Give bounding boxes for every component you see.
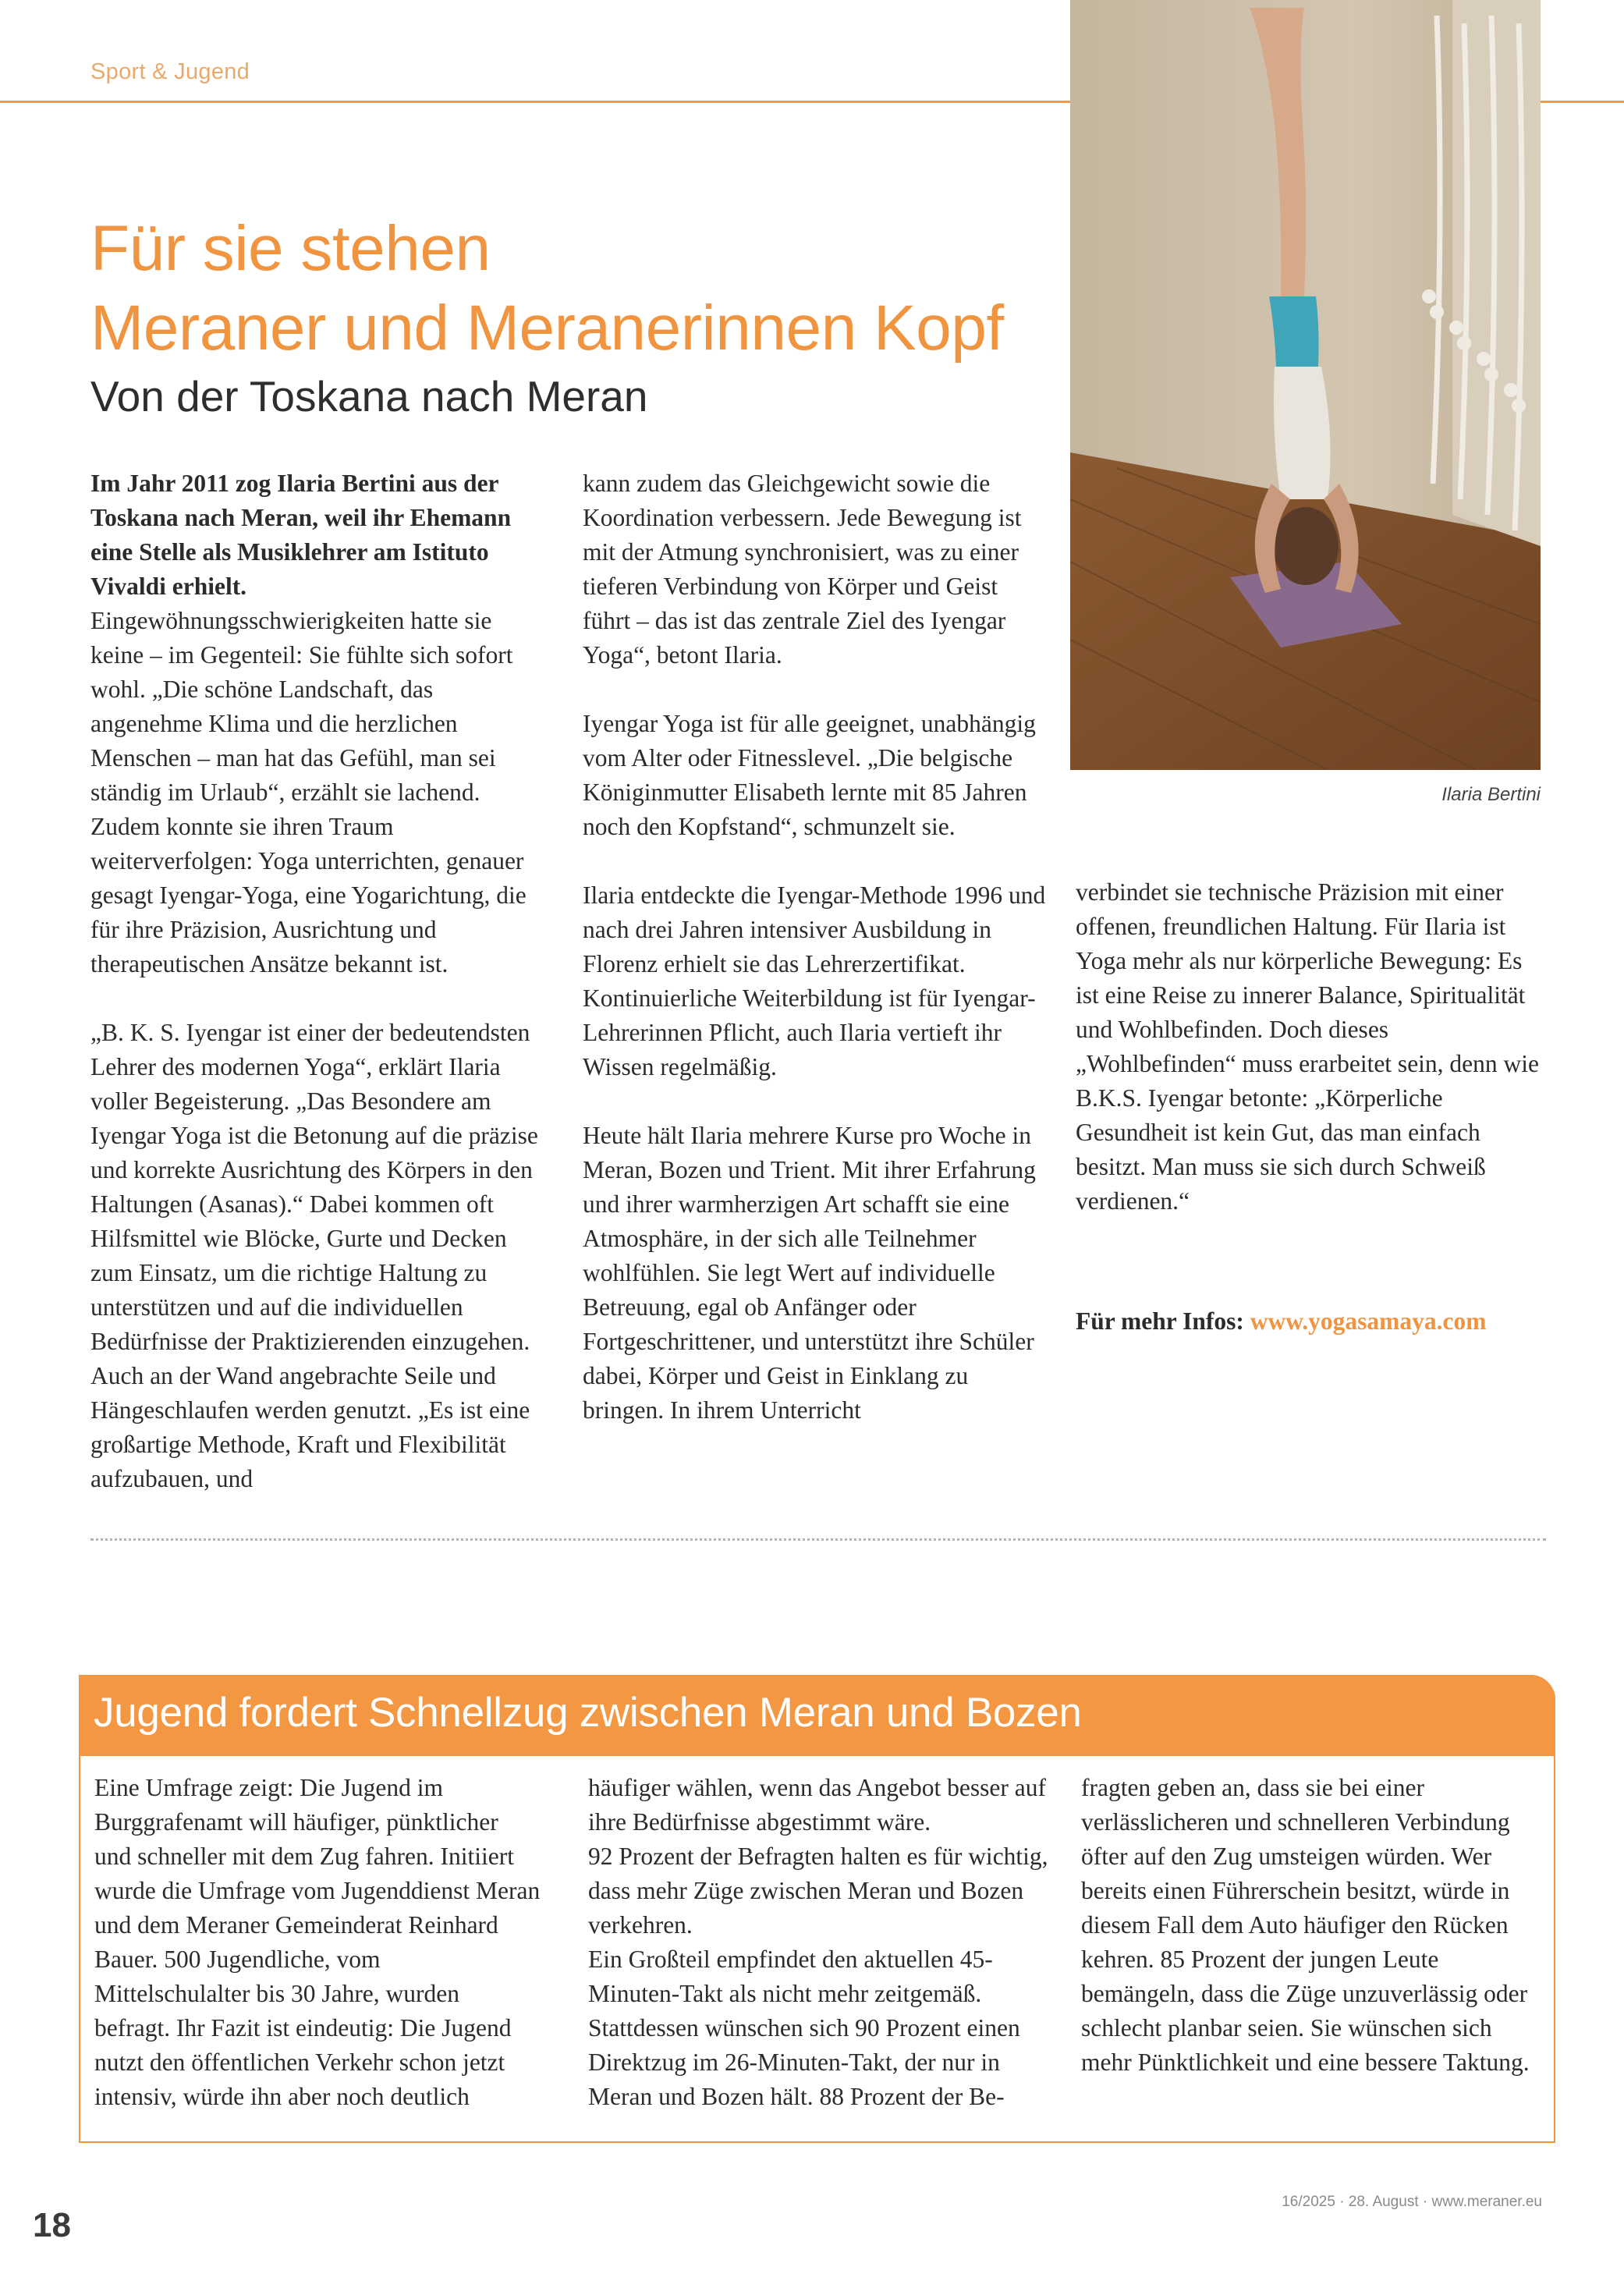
website-link[interactable]: www.yogasamaya.com bbox=[1250, 1307, 1487, 1335]
article-paragraph: verbindet sie technische Präzision mit einer offenen, freundlichen Haltung. Für Ilaria ist Yoga mehr als nur körperliche Bewegung: Es ist eine Reise zu innerer Balance, Spiritualität und Wohlbefinden. Doch dieses „Wohlbefinden“ muss erarbeitet sein, denn wie B.K.S. Iyengar betonte: „Körperliche Gesundheit ist kein Gut, das man einfach besitzt. Man muss sie sich durch Schweiß verdienen.“ bbox=[1076, 878, 1540, 1215]
article-column-3 bbox=[1076, 875, 1544, 1339]
article-paragraph: Iyengar Yoga ist für alle geeignet, unabhängig vom Alter oder Fitnesslevel. „Die belgische Königinmutter Elisabeth lernte mit 85 Jahren noch den Kopfstand“, schmunzelt sie. bbox=[583, 710, 1036, 840]
article-paragraph: „B. K. S. Iyengar ist einer der bedeutendsten Lehrer des modernen Yoga“, erklärt Ilaria voller Begeisterung. „Das Besondere am Iyengar Yoga ist die Betonung auf die präzise und korrekte Ausrichtung des Körpers in den Haltungen (Asanas).“ Dabei kommen oft Hilfsmittel wie Blöcke, Gurte und Decken zum Einsatz, um die richtige Haltung zu unterstützen und auf die individuellen Bedürfnisse der Praktizierenden einzugehen. Auch an der Wand angebrachte Seile und Hängeschlaufen werden genutzt. „Es ist eine großartige Methode, Kraft und Flexibilität aufzubauen, und bbox=[90, 1019, 538, 1492]
article-paragraph: Heute hält Ilaria mehrere Kurse pro Woche in Meran, Bozen und Trient. Mit ihrer Erfahrung und ihrer warmherzigen Art schafft sie eine Atmosphäre, in der sich alle Teilnehmer wohlfühlen. Sie legt Wert auf individuelle Betreuung, egal ob Anfänger oder Fortgeschrittener, und unterstützt ihre Schüler dabei, Körper und Geist in Einklang zu bringen. In ihrem Unterricht bbox=[583, 1122, 1036, 1424]
article-column-2 bbox=[583, 466, 1051, 1428]
headstand-photo bbox=[1070, 0, 1541, 770]
article-paragraph: kann zudem das Gleichgewicht sowie die Koordination verbessern. Jede Bewegung ist mit der Atmung synchronisiert, was zu einer tieferen Verbindung von Körper und Geist führt – das ist das zentrale Ziel des Iyengar Yoga“, betont Ilaria. bbox=[583, 470, 1022, 669]
news-box-column-1 bbox=[94, 1771, 541, 2114]
headline-line-2: Meraner und Meranerinnen Kopf bbox=[90, 293, 1004, 364]
footer-issue-info: 16/2025 · 28. August · www.meraner.eu bbox=[1282, 2194, 1542, 2210]
article-subheadline: Von der Toskana nach Meran bbox=[90, 372, 648, 420]
header-rule-left bbox=[0, 101, 1070, 103]
article-lead: Im Jahr 2011 zog Ilaria Bertini aus der Toskana nach Meran, weil ihr Ehemann eine Stelle als Musiklehrer am Istituto Vivaldi erhielt. bbox=[90, 470, 512, 600]
article-paragraph bbox=[90, 466, 540, 981]
news-box-paragraph: fragten geben an, dass sie bei einer verlässlicheren und schnelleren Verbindung öfter auf den Zug umsteigen würden. Wer bereits einen Führerschein besitzt, würde in diesem Fall dem Auto häufiger den Rücken kehren. 85 Prozent der jungen Leute bemängeln, dass die Züge unzuverlässig oder schlecht planbar seien. Sie wünschen sich mehr Pünktlichkeit und eine bessere Taktung. bbox=[1081, 1774, 1530, 2076]
photo-caption: Ilaria Bertini bbox=[1441, 784, 1541, 805]
news-box-header bbox=[79, 1675, 1555, 1756]
news-box-paragraph: häufiger wählen, wenn das Angebot besser auf ihre Bedürfnisse abgestimmt wäre. bbox=[588, 1774, 1046, 1836]
article-column-1 bbox=[90, 466, 540, 1496]
header-rule-right bbox=[1541, 101, 1624, 103]
page-number: 18 bbox=[33, 2206, 71, 2244]
news-box-title: Jugend fordert Schnellzug zwischen Meran und Bozen bbox=[94, 1690, 1082, 1736]
info-label: Für mehr Infos: bbox=[1076, 1307, 1250, 1335]
article-lead-continuation: Eingewöhnungsschwierigkeiten hatte sie keine – im Gegenteil: Sie fühlte sich sofort wohl. „Die schöne Landschaft, das angenehme Klima und die herzlichen Menschen – man hat das Gefühl, man sei ständig im Urlaub“, erzählt sie lachend. Zudem konnte sie ihren Traum weiterverfolgen: Yoga unterrichten, genauer gesagt Iyengar-Yoga, eine Yogarichtung, die für ihre Präzision, Ausrichtung und therapeutischen Ansätze bekannt ist. bbox=[90, 607, 527, 977]
headstand-photo-illustration bbox=[1070, 0, 1541, 770]
section-label: Sport & Jugend bbox=[90, 59, 250, 84]
news-box-paragraph: 92 Prozent der Befragten halten es für wichtig, dass mehr Züge zwischen Meran und Bozen verkehren. bbox=[588, 1843, 1048, 1939]
news-box-column-2 bbox=[588, 1771, 1048, 2114]
article-headline bbox=[90, 209, 1058, 368]
news-box-column-3 bbox=[1081, 1771, 1541, 2080]
article-paragraph: Ilaria entdeckte die Iyengar-Methode 1996 und nach drei Jahren intensiver Ausbildung in Florenz erhielt sie das Lehrerzertifikat. Kontinuierliche Weiterbildung ist für Iyengar-Lehrerinnen Pflicht, auch Ilaria vertieft ihr Wissen regelmäßig. bbox=[583, 882, 1046, 1080]
section-divider bbox=[90, 1538, 1546, 1541]
news-box-paragraph: Ein Großteil empfindet den aktuellen 45-Minuten-Takt als nicht mehr zeitgemäß. Stattdessen wünschen sich 90 Prozent einen Direktzug im 26-Minuten-Takt, der nur in Meran und Bozen hält. 88 Prozent der Be- bbox=[588, 1946, 1020, 2110]
headline-line-1: Für sie stehen bbox=[90, 213, 491, 284]
news-box bbox=[79, 1675, 1555, 2143]
news-box-paragraph: Eine Umfrage zeigt: Die Jugend im Burggrafenamt will häufiger, pünktlicher und schneller mit dem Zug fahren. Initiiert wurde die Umfrage vom Jugenddienst Meran und dem Meraner Gemeinderat Reinhard Bauer. 500 Jugendliche, vom Mittelschulalter bis 30 Jahre, wurden befragt. Ihr Fazit ist eindeutig: Die Jugend nutzt den öffentlichen Verkehr schon jetzt intensiv, würde ihn aber noch deutlich bbox=[94, 1774, 541, 2110]
info-line bbox=[1076, 1304, 1544, 1339]
